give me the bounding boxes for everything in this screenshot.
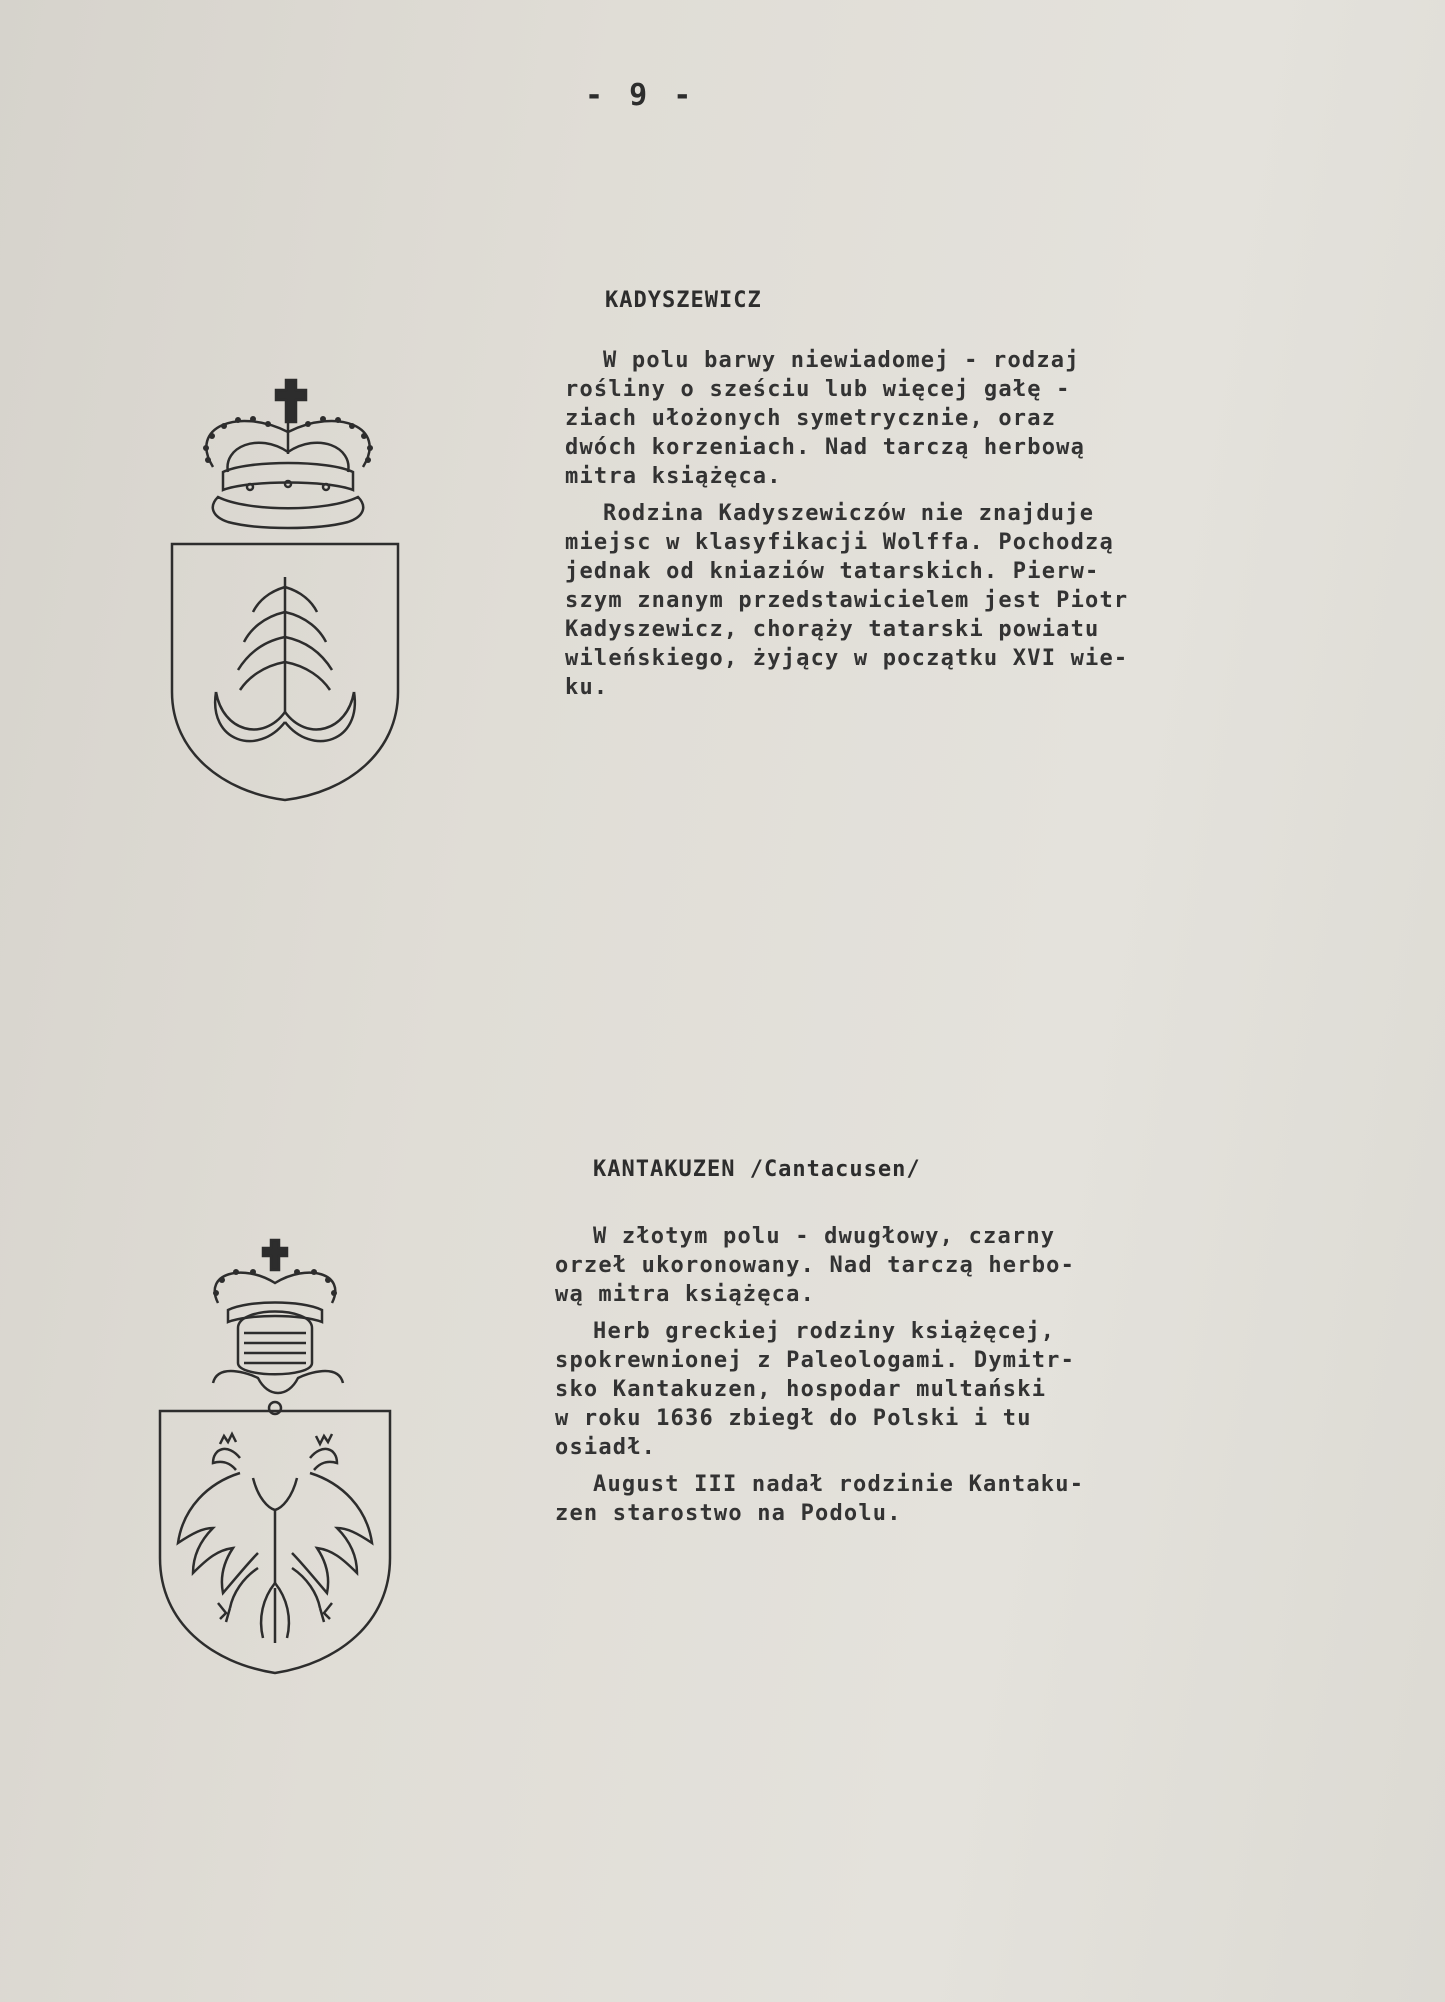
coat-of-arms-plant-crown-icon (168, 372, 408, 802)
entry-body-kadyszewicz (565, 346, 1285, 710)
page-number: - 9 - (585, 78, 696, 113)
entry-paragraph: W polu barwy niewiadomej - rodzaj rośliny o sześciu lub więcej gałę - ziach ułożonych symetrycznie, oraz dwóch korzeniach. Nad tarczą herbową mitra książęca. (565, 348, 1086, 489)
coat-of-arms-double-eagle-icon (158, 1238, 398, 1678)
entry-paragraph: Rodzina Kadyszewiczów nie znajduje miejsc w klasyfikacji Wolffa. Pochodzą jednak od kniaziów tatarskich. Pierw- szym znanym przedstawicielem jest Piotr Kadyszewicz, chorąży tatarski powiatu wileńskiego, żyjący w początku XVI wie- ku. (565, 501, 1129, 700)
entry-paragraph: August III nadał rodzinie Kantaku- zen starostwo na Podolu. (555, 1472, 1085, 1526)
entry-title-kadyszewicz: KADYSZEWICZ (605, 288, 762, 313)
entry-paragraph: Herb greckiej rodziny książęcej, spokrewnionej z Paleologami. Dymitr- sko Kantakuzen, hospodar multański w roku 1636 zbiegł do Polski i tu osiadł. (555, 1319, 1076, 1460)
entry-paragraph: W złotym polu - dwugłowy, czarny orzeł ukoronowany. Nad tarczą herbo- wą mitra książęca. (555, 1224, 1076, 1307)
entry-title-kantakuzen: KANTAKUZEN /Cantacusen/ (593, 1157, 921, 1182)
entry-body-kantakuzen (555, 1222, 1275, 1536)
